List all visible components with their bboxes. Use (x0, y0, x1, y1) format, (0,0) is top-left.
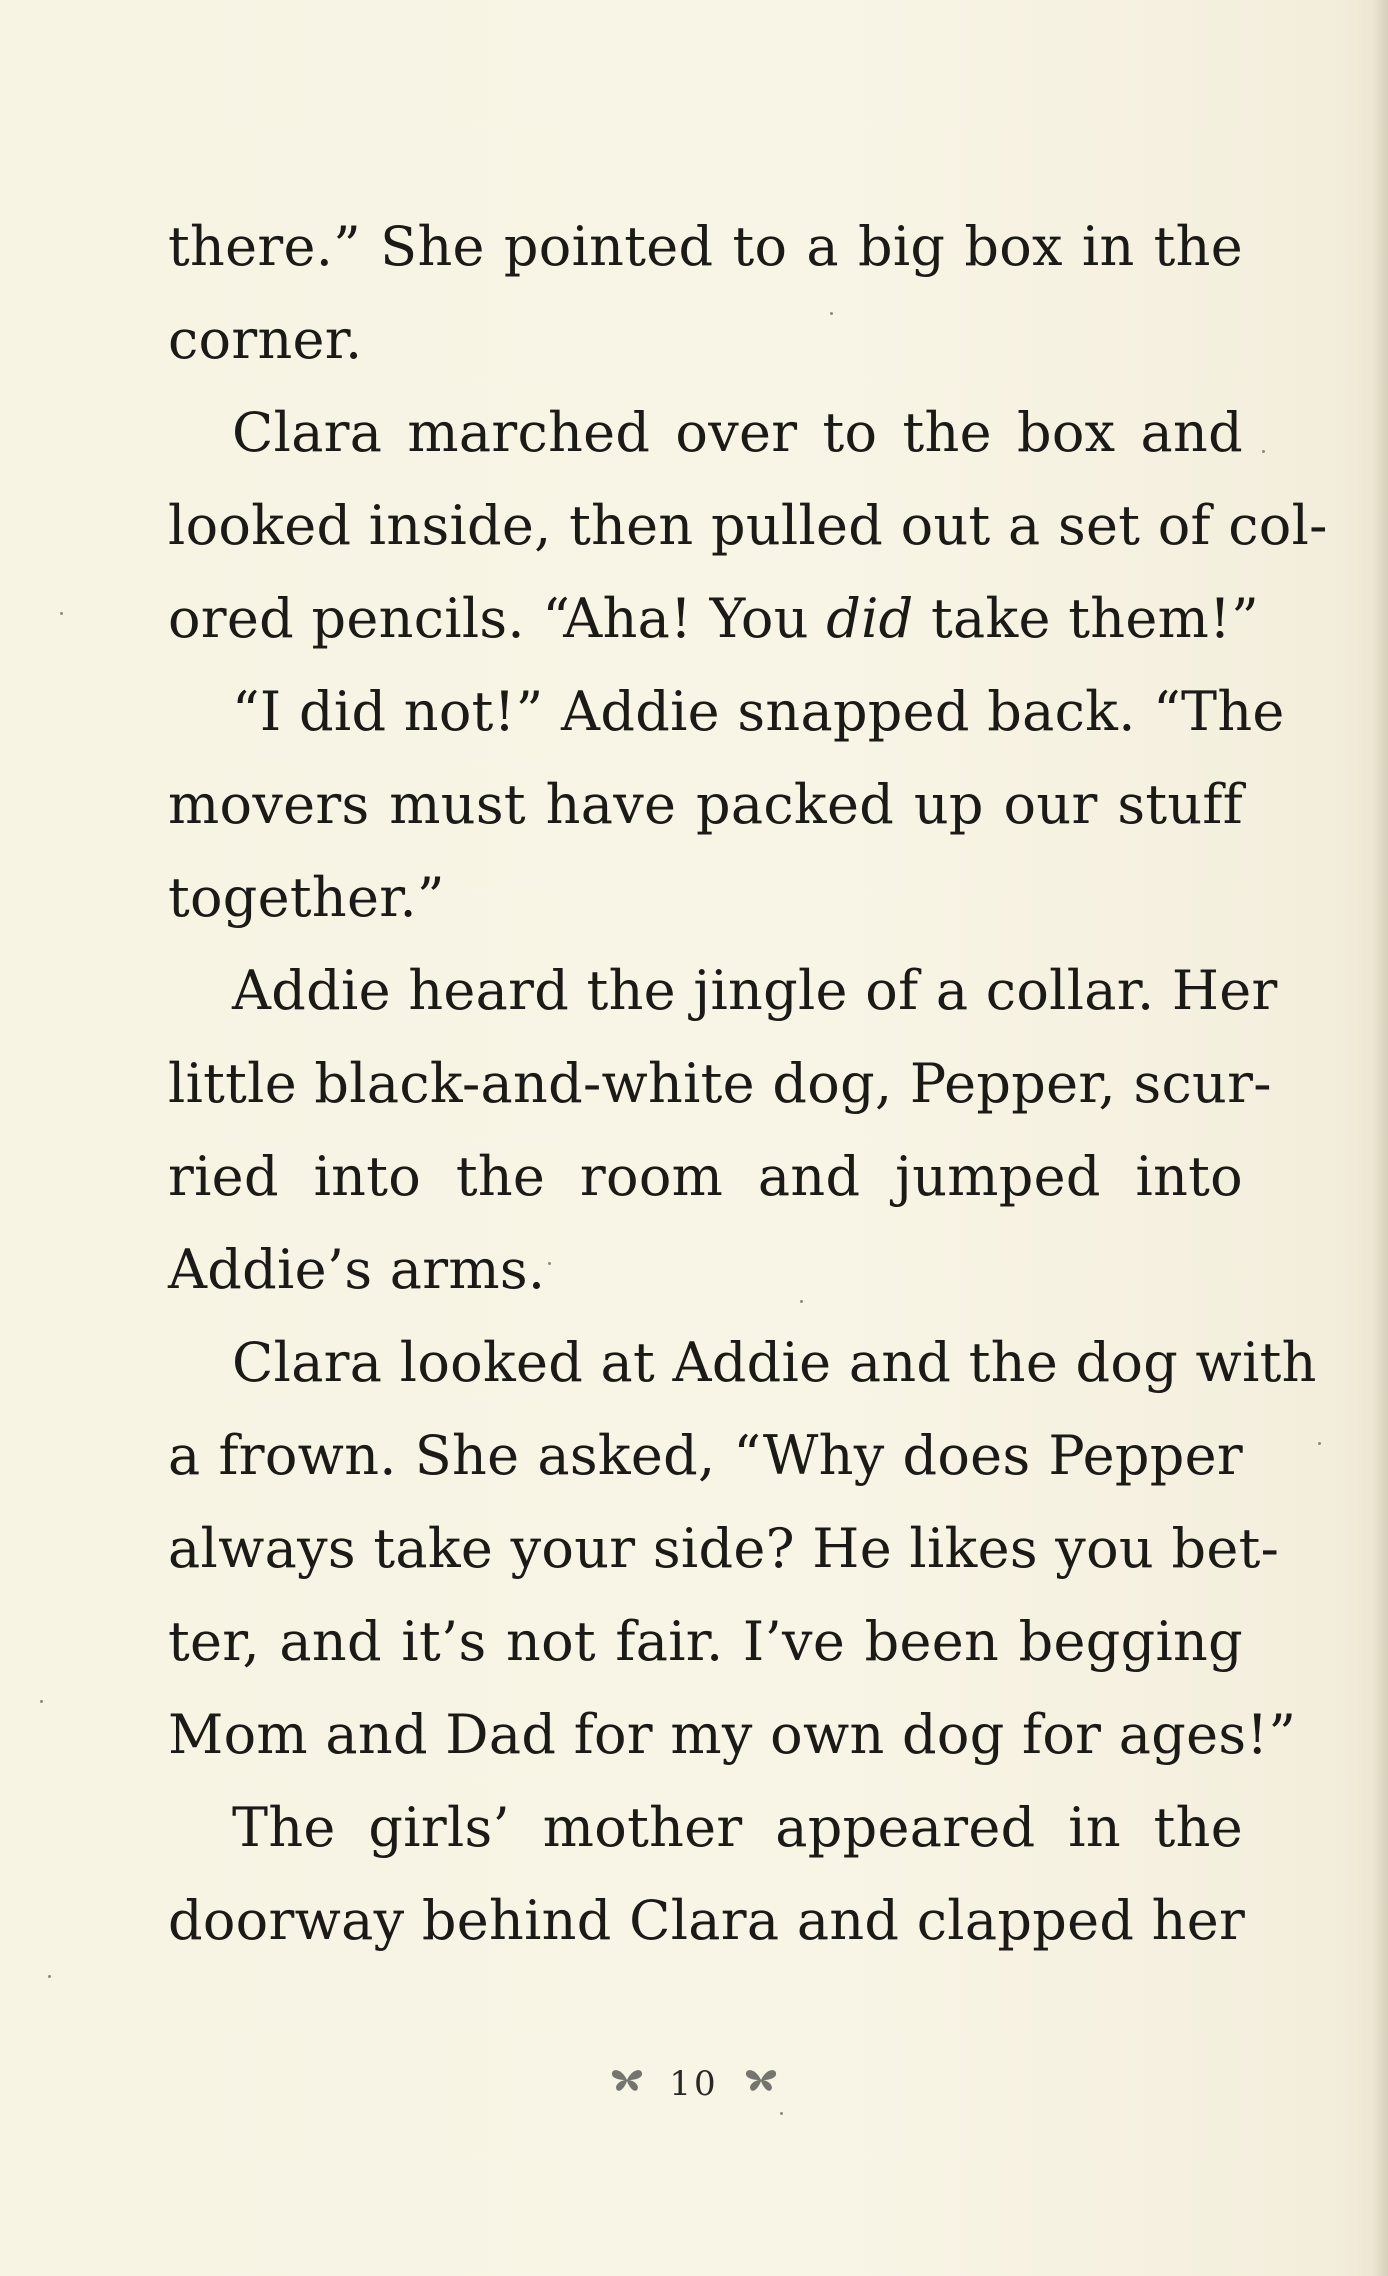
text-line: “I did not!” Addie snapped back. “The (232, 680, 1285, 743)
text-line: Addie’s arms. (168, 1238, 546, 1301)
paper-speck (40, 1700, 43, 1703)
text-line: Mom and Dad for my own dog for ages!” (168, 1703, 1297, 1766)
text-line: ried into the room and jumped into (168, 1145, 1243, 1208)
text-line: always take your side? He likes you bet- (168, 1517, 1280, 1580)
emphasis-text: did (826, 587, 914, 650)
text-line: there.” She pointed to a big box in the (168, 215, 1243, 278)
text-line: Clara marched over to the box and (232, 401, 1243, 464)
paper-speck (60, 612, 63, 615)
paper-speck (548, 1262, 551, 1265)
text-line: ter, and it’s not fair. I’ve been begging (168, 1610, 1243, 1673)
paper-speck (48, 1975, 51, 1978)
text-run: take them!” (913, 587, 1259, 650)
text-line: a frown. She asked, “Why does Pepper (168, 1424, 1243, 1487)
paper-speck (1262, 450, 1265, 453)
paper-speck (780, 2112, 783, 2115)
paper-speck (800, 1300, 803, 1303)
paper-speck (1318, 1442, 1321, 1445)
text-line: movers must have packed up our stuff (168, 773, 1243, 836)
butterfly-ornament-icon (744, 2066, 778, 2101)
text-line: looked inside, then pulled out a set of col- (168, 494, 1328, 557)
page-number-footer (0, 2064, 1388, 2104)
text-line: doorway behind Clara and clapped her (168, 1889, 1246, 1952)
paper-speck (830, 312, 833, 315)
text-line (168, 572, 1259, 665)
text-line: corner. (168, 308, 363, 371)
butterfly-ornament-icon (610, 2066, 644, 2101)
page-number: 10 (669, 2064, 719, 2104)
page-edge-shadow (1372, 0, 1388, 2276)
body-text (168, 200, 1328, 1967)
text-line: Addie heard the jingle of a collar. Her (232, 959, 1278, 1022)
text-line: The girls’ mother appeared in the (232, 1796, 1243, 1859)
text-line: Clara looked at Addie and the dog with (232, 1331, 1317, 1394)
text-line: together.” (168, 866, 445, 929)
text-run: ored pencils. “Aha! You (168, 587, 827, 650)
text-line: little black-and-white dog, Pepper, scur- (168, 1052, 1272, 1115)
